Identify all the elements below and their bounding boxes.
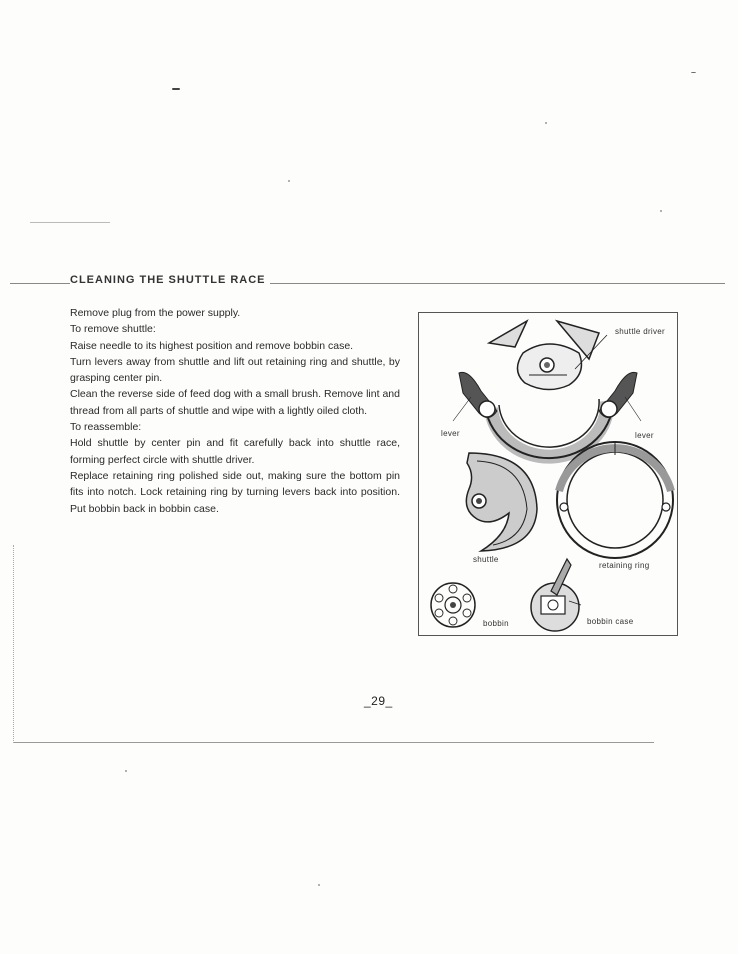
scan-mark xyxy=(30,222,110,223)
binding-edge xyxy=(13,545,14,743)
instruction-line: Replace retaining ring polished side out, making sure the bottom pin fits into notch. Lock retaining ring by turning levers back into position. Put bobbin back in bobbin case. xyxy=(70,469,400,515)
scan-mark xyxy=(172,88,180,90)
label-shuttle-driver: shuttle driver xyxy=(615,327,665,336)
instruction-line: To reassemble: xyxy=(70,421,142,434)
bottom-rule xyxy=(14,742,654,743)
shuttle-illustration xyxy=(466,453,537,551)
scan-mark xyxy=(318,884,320,886)
page-number: _29_ xyxy=(364,694,393,708)
instructions-text xyxy=(70,305,400,517)
instruction-line: To remove shuttle: xyxy=(70,323,156,336)
shuttle-race-figure xyxy=(418,312,678,636)
label-lever-left: lever xyxy=(441,429,460,438)
scan-mark xyxy=(125,770,127,772)
bobbin-case-illustration xyxy=(531,559,581,631)
scan-mark xyxy=(288,180,290,182)
scan-mark xyxy=(691,72,696,73)
retaining-ring-illustration xyxy=(557,441,673,558)
instruction-line: Raise needle to its highest position and remove bobbin case. xyxy=(70,339,354,352)
scan-mark xyxy=(545,122,547,124)
section-heading: CLEANING THE SHUTTLE RACE xyxy=(70,274,270,286)
scan-mark xyxy=(660,210,662,212)
instruction-line: Remove plug from the power supply. xyxy=(70,307,241,319)
figure-illustration xyxy=(419,313,677,635)
shuttle-driver-illustration xyxy=(453,321,641,458)
instruction-line: Turn levers away from shuttle and lift out retaining ring and shuttle, by grasping center pin. xyxy=(70,355,400,385)
instruction-line: Clean the reverse side of feed dog with a small brush. Remove lint and thread from all parts of shuttle and wipe with a lightly oiled cloth. xyxy=(70,388,400,417)
label-retaining-ring: retaining ring xyxy=(599,561,650,570)
bobbin-illustration xyxy=(431,583,475,627)
instruction-line: Hold shuttle by center pin and fit carefully back into shuttle race, forming perfect circle with shuttle driver. xyxy=(70,437,400,466)
label-shuttle: shuttle xyxy=(473,555,499,564)
label-lever-right: lever xyxy=(635,431,654,440)
label-bobbin: bobbin xyxy=(483,619,509,628)
label-bobbin-case: bobbin case xyxy=(587,617,634,626)
